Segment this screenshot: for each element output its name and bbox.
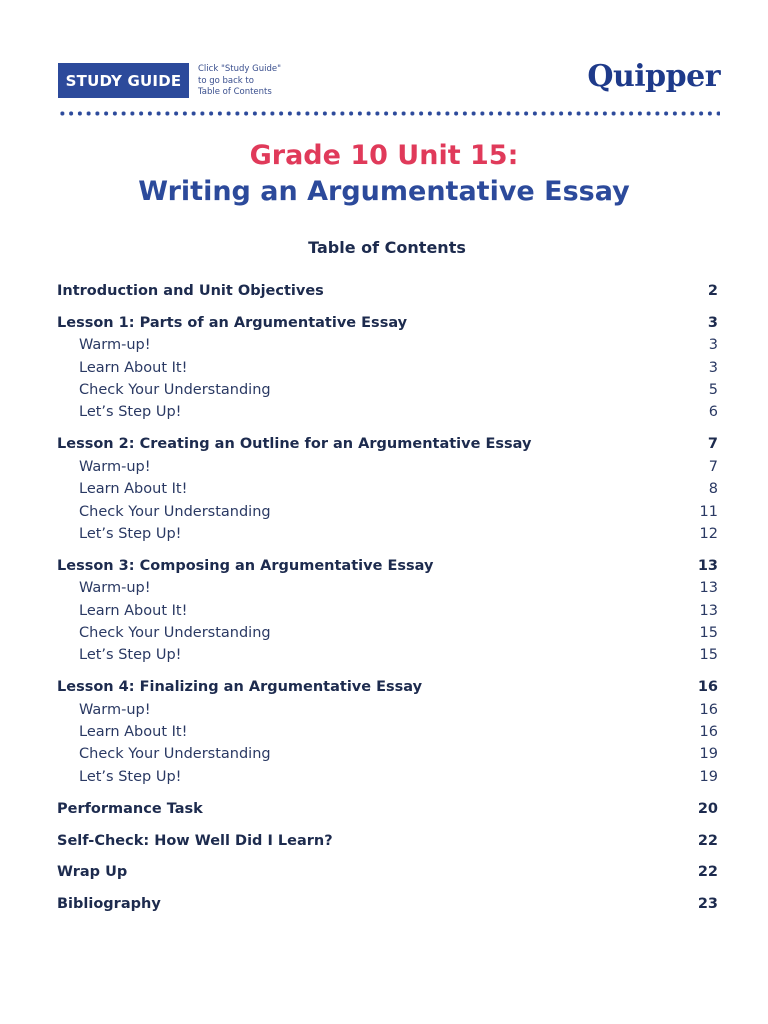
- toc-subsection-entry[interactable]: [57, 577, 718, 599]
- toc-gap: [57, 852, 718, 862]
- toc-entry-label: Lesson 1: Parts of an Argumentative Essay: [57, 314, 408, 331]
- toc-section-entry[interactable]: [57, 893, 718, 915]
- toc-subsection-entry[interactable]: [57, 523, 718, 545]
- toc-section-entry[interactable]: [57, 433, 718, 455]
- title-grade-unit: Grade 10 Unit 15:: [249, 140, 519, 171]
- toc-entry-label: Let’s Step Up!: [79, 768, 182, 785]
- toc-subsection-entry[interactable]: [57, 501, 718, 523]
- toc-entry-label: Bibliography: [57, 896, 161, 913]
- toc-section-entry[interactable]: [57, 861, 718, 883]
- toc-entry-page-number: 13: [697, 557, 718, 574]
- toc-entry-page-number: 12: [699, 525, 718, 542]
- toc-subsection-entry[interactable]: [57, 644, 718, 666]
- toc-subsection-entry[interactable]: [57, 766, 718, 788]
- toc-entry-label: Introduction and Unit Objectives: [57, 283, 324, 299]
- toc-entry-page-number: 3: [708, 337, 718, 354]
- toc-entry-page-number: 7: [708, 458, 718, 475]
- title-essay: Writing an Argumentative Essay: [138, 176, 630, 207]
- toc-subsection-entry[interactable]: [57, 379, 718, 401]
- toc-gap: [57, 820, 718, 830]
- toc-entry-label: Check Your Understanding: [79, 503, 271, 520]
- toc-section-entry[interactable]: [57, 798, 718, 820]
- toc-gap: [57, 302, 718, 312]
- toc-entry-label: Check Your Understanding: [79, 382, 271, 399]
- toc-entry-label: Learn About It!: [79, 359, 188, 376]
- toc-entry-label: Warm-up!: [79, 458, 151, 475]
- toc-entry-page-number: 15: [699, 647, 718, 664]
- toc-gap: [57, 545, 718, 555]
- toc-section-entry[interactable]: [57, 280, 718, 302]
- toc-entry-page-number: 7: [707, 436, 718, 453]
- toc-entry-page-number: 23: [697, 896, 718, 913]
- toc-entry-page-number: 19: [699, 768, 718, 785]
- table-of-contents: [57, 280, 718, 916]
- toc-entry-label: Let’s Step Up!: [79, 404, 182, 421]
- toc-entry-label: Learn About It!: [79, 602, 188, 619]
- toc-entry-label: Self-Check: How Well Did I Learn?: [57, 832, 333, 849]
- toc-entry-page-number: 13: [699, 602, 718, 619]
- toc-entry-page-number: 11: [699, 503, 718, 520]
- quipper-logo: Quipper: [587, 59, 720, 94]
- toc-entry-page-number: 2: [707, 283, 718, 299]
- toc-entry-label: Performance Task: [57, 800, 203, 817]
- toc-entry-page-number: 5: [708, 382, 718, 399]
- toc-entry-page-number: 8: [708, 481, 718, 498]
- toc-entry-label: Check Your Understanding: [79, 746, 271, 763]
- toc-entry-label: Let’s Step Up!: [79, 525, 182, 542]
- toc-entry-label: Lesson 4: Finalizing an Argumentative Essay: [57, 679, 423, 696]
- toc-subsection-entry[interactable]: [57, 622, 718, 644]
- toc-subsection-entry[interactable]: [57, 357, 718, 379]
- toc-subsection-entry[interactable]: [57, 478, 718, 500]
- toc-entry-page-number: 16: [699, 724, 718, 741]
- study-guide-button[interactable]: STUDY GUIDE: [58, 63, 189, 98]
- toc-entry-page-number: 20: [697, 800, 718, 817]
- toc-subsection-entry[interactable]: [57, 699, 718, 721]
- toc-entry-page-number: 13: [699, 580, 718, 597]
- toc-subsection-entry[interactable]: [57, 456, 718, 478]
- toc-gap: [57, 884, 718, 894]
- toc-subsection-entry[interactable]: [57, 743, 718, 765]
- toc-entry-label: Lesson 2: Creating an Outline for an Argumentative Essay: [57, 436, 532, 453]
- toc-entry-label: Wrap Up: [57, 864, 128, 881]
- toc-section-entry[interactable]: [57, 830, 718, 852]
- toc-entry-label: Learn About It!: [79, 481, 188, 498]
- toc-entry-page-number: 22: [697, 832, 718, 849]
- toc-section-entry[interactable]: [57, 555, 718, 577]
- toc-gap: [57, 667, 718, 677]
- toc-entry-label: Check Your Understanding: [79, 624, 271, 641]
- dotted-divider: [58, 111, 720, 116]
- toc-entry-label: Learn About It!: [79, 724, 188, 741]
- toc-entry-page-number: 16: [697, 679, 718, 696]
- toc-entry-page-number: 19: [699, 746, 718, 763]
- study-guide-hint: Click "Study Guide" to go back to Table of Contents: [198, 64, 281, 97]
- toc-section-entry[interactable]: [57, 676, 718, 698]
- toc-section-entry[interactable]: [57, 312, 718, 334]
- toc-subsection-entry[interactable]: [57, 600, 718, 622]
- toc-entry-label: Warm-up!: [79, 337, 151, 354]
- toc-entry-page-number: 6: [708, 404, 718, 421]
- toc-subsection-entry[interactable]: [57, 334, 718, 356]
- toc-entry-label: Warm-up!: [79, 580, 151, 597]
- toc-gap: [57, 424, 718, 434]
- toc-entry-page-number: 15: [699, 624, 718, 641]
- toc-subsection-entry[interactable]: [57, 401, 718, 423]
- toc-entry-label: Warm-up!: [79, 701, 151, 718]
- header: [58, 59, 720, 103]
- toc-entry-page-number: 3: [707, 314, 718, 331]
- toc-entry-page-number: 3: [708, 359, 718, 376]
- toc-heading: Table of Contents: [308, 238, 466, 257]
- toc-entry-label: Let’s Step Up!: [79, 647, 182, 664]
- toc-entry-page-number: 22: [697, 864, 718, 881]
- toc-gap: [57, 788, 718, 798]
- toc-entry-page-number: 16: [699, 701, 718, 718]
- toc-entry-label: Lesson 3: Composing an Argumentative Essay: [57, 557, 434, 574]
- toc-subsection-entry[interactable]: [57, 721, 718, 743]
